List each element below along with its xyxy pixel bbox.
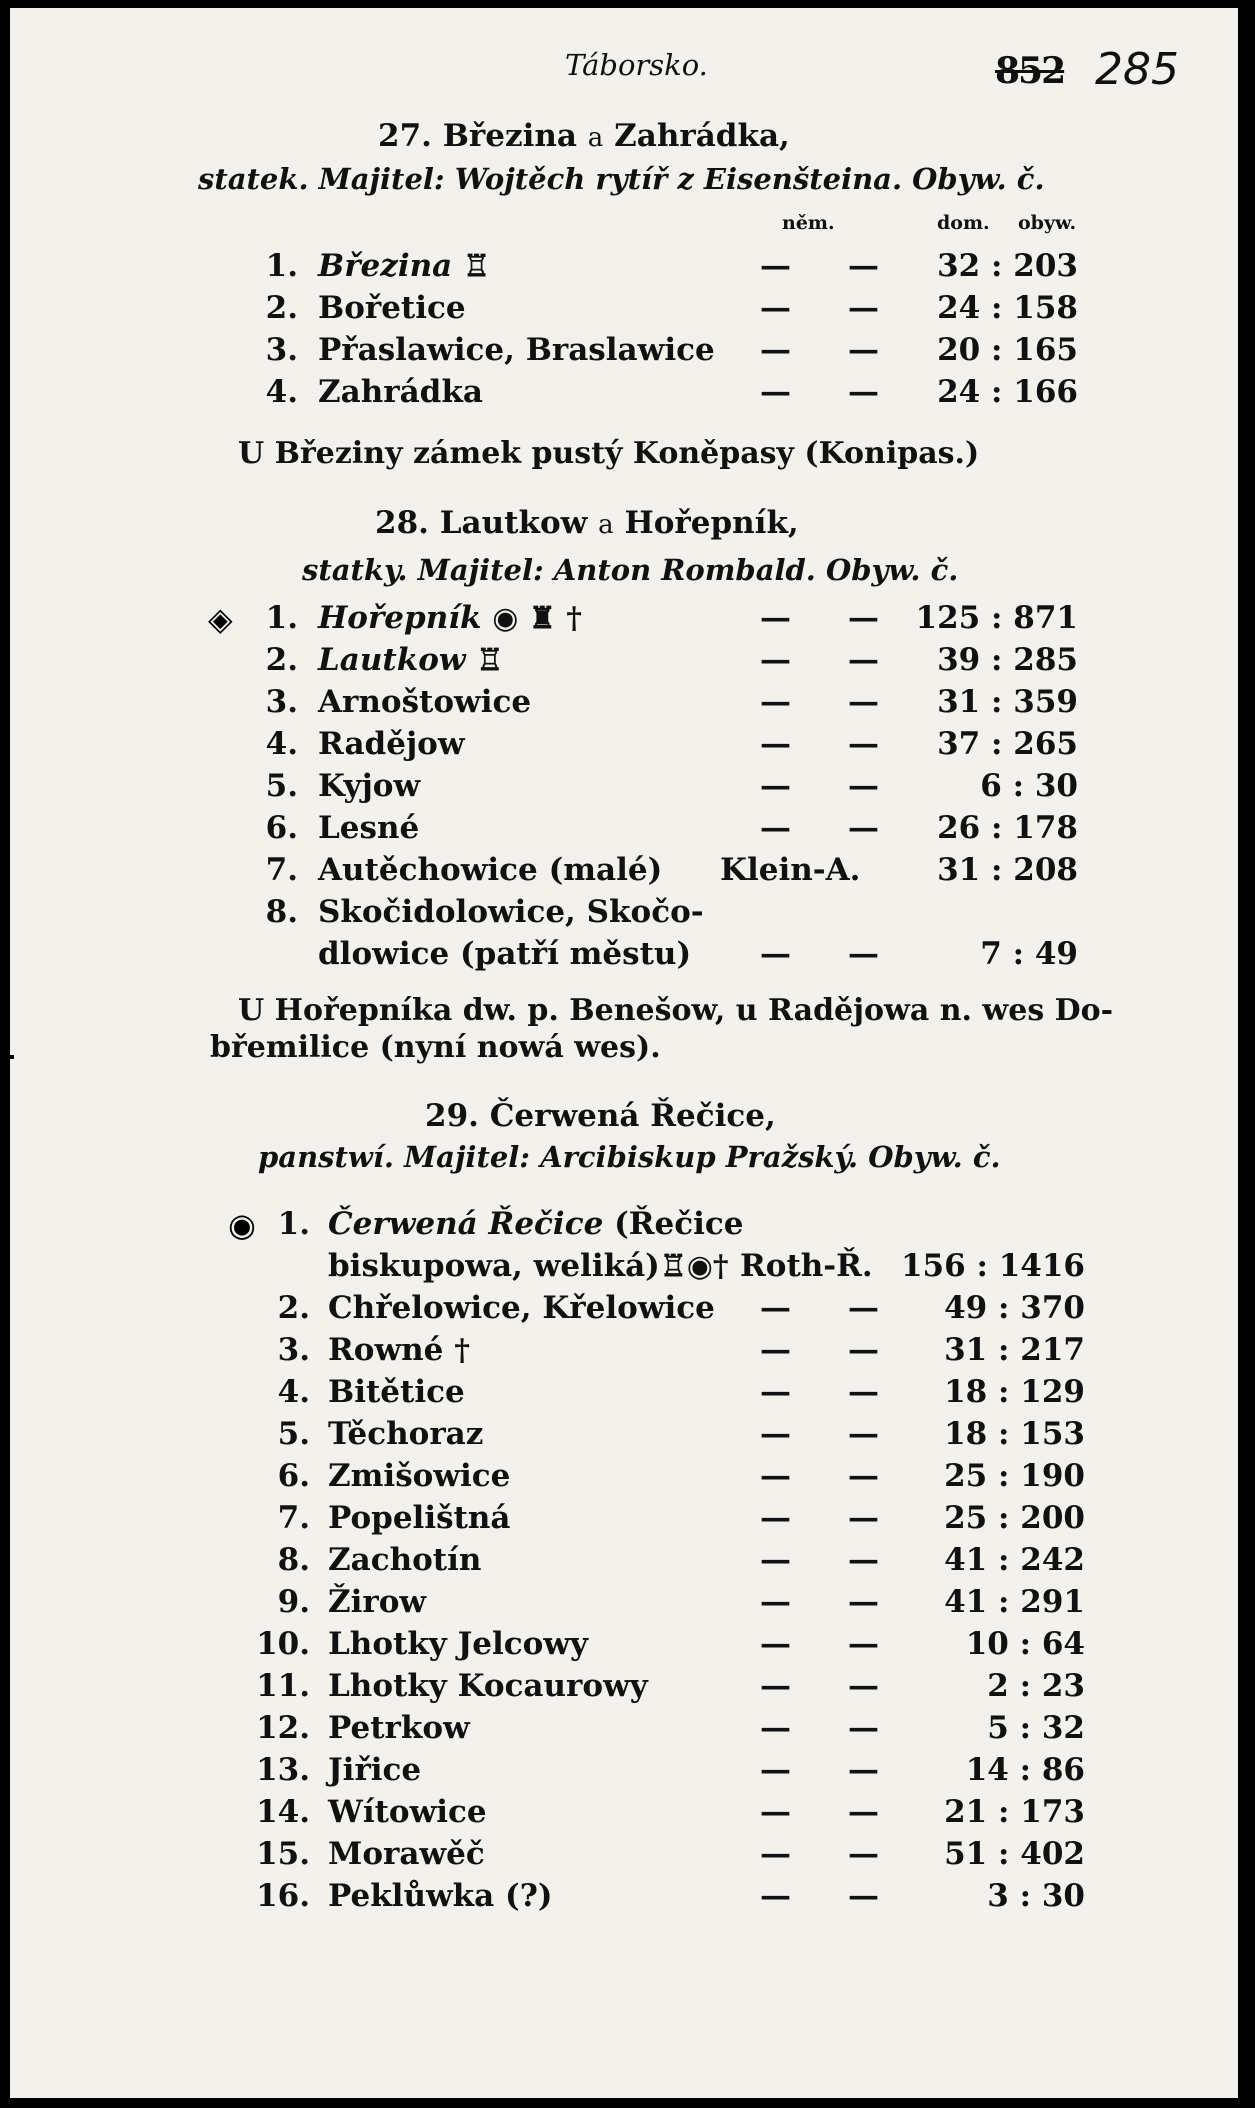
row-number: 3. [265,332,298,368]
ditto-dash: — [760,1836,791,1872]
map-symbol-icon: ♖ [476,643,504,678]
section-heading [378,118,790,154]
population-value: 10 : 64 [965,1626,1085,1662]
row-number: 7. [277,1500,310,1536]
ditto-dash: — [760,1542,791,1578]
row-place-name [328,1836,485,1872]
row-place-name [318,290,466,326]
running-head: Táborsko. [565,48,708,82]
place-name: Chřelowice, Křelowice [328,1290,715,1326]
column-head-dom: dom. [937,212,990,234]
section-title-b: Zahrádka, [614,118,790,154]
section-subtitle: statky. Majitel: Anton Rombald. Obyw. č. [302,553,959,587]
row-number: 6. [265,810,298,846]
place-name: Hořepník [318,600,482,636]
column-head-nem: něm. [782,212,835,234]
section-note-line: břemilice (nyní nowá wes). [210,1030,661,1065]
ditto-dash: — [848,1458,879,1494]
row-number: 13. [256,1752,310,1788]
row-place-name [318,852,662,888]
map-symbol-icon: ◉ ♜ † [492,601,582,636]
population-value: 51 : 402 [944,1836,1085,1872]
row-place-name [318,374,483,410]
section-title-a: Čerwená [489,1098,640,1134]
row-number: 14. [256,1794,310,1830]
scan-edge [1238,0,1255,2108]
population-value: 31 : 217 [944,1332,1085,1368]
row-number: 1. [265,600,298,636]
ditto-dash: — [760,726,791,762]
ditto-dash: — [848,1710,879,1746]
row-place-name [328,1374,465,1410]
ditto-dash: — [760,684,791,720]
row-number: 2. [277,1290,310,1326]
place-name: Žirow [328,1584,427,1620]
ditto-dash: — [848,1878,879,1914]
ditto-dash: — [760,1752,791,1788]
population-value: 25 : 190 [944,1458,1085,1494]
population-value: 41 : 242 [944,1542,1085,1578]
place-name: Morawěč [328,1836,485,1872]
row-place-name [318,248,490,284]
place-name: Jiřice [328,1752,422,1788]
row-number: 8. [265,894,298,930]
place-name: Kyjow [318,768,421,804]
row-place-name [328,1500,511,1536]
row-place-name [328,1794,487,1830]
row-number: 2. [265,642,298,678]
ditto-dash: — [848,332,879,368]
population-value: 156 : 1416 [900,1248,1085,1284]
page-number-printed: 852 [995,50,1065,92]
place-name: Skočidolowice, Skočo- [318,894,704,930]
ditto-dash: — [760,1290,791,1326]
ditto-dash: — [848,1374,879,1410]
row-place-name [318,684,531,720]
ditto-dash: — [848,1626,879,1662]
row-number: 4. [265,726,298,762]
german-name: Klein-A. [720,852,861,888]
place-name: Lautkow [318,642,466,678]
row-place-name [328,1542,481,1578]
ditto-dash: — [760,1710,791,1746]
population-value: 5 : 32 [987,1710,1085,1746]
row-number: 3. [265,684,298,720]
ditto-dash: — [848,1836,879,1872]
place-name: Přaslawice, Braslawice [318,332,715,368]
map-symbol-icon: † [454,1333,470,1368]
place-name-line2: dlowice (patří městu) [318,936,692,972]
population-value: 24 : 166 [937,374,1078,410]
place-name-extra: (Řečice [614,1206,744,1242]
place-name: Lhotky Kocaurowy [328,1668,648,1704]
section-title-a: Březina [442,118,577,154]
population-value: 20 : 165 [937,332,1078,368]
ditto-dash: — [760,332,791,368]
place-name: Peklůwka (?) [328,1878,553,1914]
place-name: Autěchowice (malé) [318,852,663,888]
place-name: Těchoraz [328,1416,484,1452]
row-place-name [318,600,582,636]
ditto-dash: — [760,810,791,846]
row-place-name [318,810,419,846]
row-place-name [328,1332,470,1368]
ditto-dash: — [848,768,879,804]
ditto-dash: — [760,1626,791,1662]
section-number: 27. [378,118,432,154]
row-number: 9. [277,1584,310,1620]
place-name: Radějow [318,726,465,762]
ditto-dash: — [848,1416,879,1452]
population-value: 7 : 49 [980,936,1078,972]
place-name: Arnoštowice [318,684,532,720]
map-symbol-icon: ♖ [463,249,490,284]
population-value: 18 : 153 [944,1416,1085,1452]
population-value: 21 : 173 [944,1794,1085,1830]
row-number: 12. [256,1710,310,1746]
scan-edge-mark [0,1055,14,1059]
row-number: 11. [256,1668,310,1704]
row-number: 4. [277,1374,310,1410]
ditto-dash: — [760,1332,791,1368]
row-place-name [328,1626,588,1662]
population-value: 26 : 178 [937,810,1078,846]
row-place-name [328,1584,426,1620]
ditto-dash: — [760,1584,791,1620]
place-name: Březina [318,248,453,284]
row-place-name-continued [328,1248,729,1284]
ditto-dash: — [848,642,879,678]
row-number: 2. [265,290,298,326]
section-title-b: Řečice, [650,1098,776,1134]
ditto-dash: — [760,1416,791,1452]
place-name: Zachotín [328,1542,482,1578]
place-name: Wítowice [328,1794,487,1830]
population-value: 125 : 871 [915,600,1078,636]
ditto-dash: — [760,1458,791,1494]
population-value: 14 : 86 [965,1752,1085,1788]
row-place-name [328,1290,715,1326]
ditto-dash: — [760,1794,791,1830]
row-place-name-continued [318,936,691,972]
ditto-dash: — [848,810,879,846]
place-name: Zmišowice [328,1458,511,1494]
place-name: Lhotky Jelcowy [328,1626,589,1662]
population-value: 3 : 30 [987,1878,1085,1914]
row-place-name [328,1458,510,1494]
place-name: Petrkow [328,1710,470,1746]
row-number: 4. [265,374,298,410]
ditto-dash: — [760,290,791,326]
population-value: 32 : 203 [937,248,1078,284]
row-number: 8. [277,1542,310,1578]
row-number: 5. [277,1416,310,1452]
place-name: Čerwená Řečice [328,1206,604,1242]
section-subtitle: statek. Majitel: Wojtěch rytíř z Eisenšteina. Obyw. č. [198,162,1045,196]
ditto-dash: — [848,1290,879,1326]
ditto-dash: — [848,290,879,326]
row-place-name [328,1878,553,1914]
page-number-handwritten: 285 [1095,44,1179,95]
ditto-dash: — [760,1500,791,1536]
ditto-dash: — [848,1752,879,1788]
section-heading [375,505,799,541]
section-note-line: U Hořepníka dw. p. Benešow, u Radějowa n. wes Do- [238,993,1114,1028]
ditto-dash: — [848,374,879,410]
ditto-dash: — [848,684,879,720]
ditto-dash: — [848,1584,879,1620]
row-place-name [318,332,715,368]
row-place-name [318,894,704,930]
section-title-b: Hořepník, [624,505,799,541]
ditto-dash: — [760,1668,791,1704]
ditto-dash: — [848,600,879,636]
place-name: Bitětice [328,1374,465,1410]
population-value: 49 : 370 [944,1290,1085,1326]
row-number: 15. [256,1836,310,1872]
place-name: Popelištná [328,1500,511,1536]
section-number: 29. [425,1098,479,1134]
row-number: 16. [256,1878,310,1914]
ditto-dash: — [848,1332,879,1368]
row-number: 10. [256,1626,310,1662]
row-place-name [318,642,503,678]
place-name: Zahrádka [318,374,483,410]
section-note: U Březiny zámek pustý Koněpasy (Konipas.) [238,436,980,471]
population-value: 6 : 30 [980,768,1078,804]
row-number: 5. [265,768,298,804]
seal-icon: ◉ [228,1206,256,1244]
row-number: 1. [277,1206,310,1242]
row-place-name [328,1710,470,1746]
row-place-name [328,1752,421,1788]
row-number: 7. [265,852,298,888]
row-place-name [328,1668,648,1704]
row-place-name [318,726,465,762]
ditto-dash: — [760,768,791,804]
ditto-dash: — [848,248,879,284]
population-value: 39 : 285 [937,642,1078,678]
population-value: 31 : 208 [937,852,1078,888]
place-name: Lesné [318,810,420,846]
population-value: 25 : 200 [944,1500,1085,1536]
section-number: 28. [375,505,429,541]
row-number: 1. [265,248,298,284]
place-name: Rowné [328,1332,444,1368]
ditto-dash: — [760,600,791,636]
ditto-dash: — [848,1542,879,1578]
ditto-dash: — [760,248,791,284]
ditto-dash: — [760,374,791,410]
place-name-line2: biskupowa, weliká) [328,1248,660,1284]
german-name: Roth-Ř. [740,1248,873,1284]
map-symbol-icon: ♖◉† [659,1249,729,1284]
row-place-name [328,1416,483,1452]
population-value: 41 : 291 [944,1584,1085,1620]
ditto-dash: — [760,1878,791,1914]
ditto-dash: — [848,1668,879,1704]
section-title-a: Lautkow [439,505,588,541]
population-value: 31 : 359 [937,684,1078,720]
population-value: 24 : 158 [937,290,1078,326]
place-name: Bořetice [318,290,466,326]
ditto-dash: — [848,936,879,972]
section-conj: a [598,510,614,540]
column-head-obyw: obyw. [1018,212,1077,234]
row-place-name [318,768,420,804]
ditto-dash: — [760,936,791,972]
population-value: 37 : 265 [937,726,1078,762]
section-conj: a [587,123,604,153]
row-number: 6. [277,1458,310,1494]
section-subtitle: panstwí. Majitel: Arcibiskup Pražský. Obyw. č. [258,1140,1001,1174]
ditto-dash: — [760,642,791,678]
row-number: 3. [277,1332,310,1368]
population-value: 2 : 23 [987,1668,1085,1704]
ditto-dash: — [760,1374,791,1410]
ditto-dash: — [848,726,879,762]
ditto-dash: — [848,1794,879,1830]
row-place-name [328,1206,744,1242]
section-heading [425,1098,776,1134]
ditto-dash: — [848,1500,879,1536]
diamond-icon: ◈ [208,600,233,638]
population-value: 18 : 129 [944,1374,1085,1410]
